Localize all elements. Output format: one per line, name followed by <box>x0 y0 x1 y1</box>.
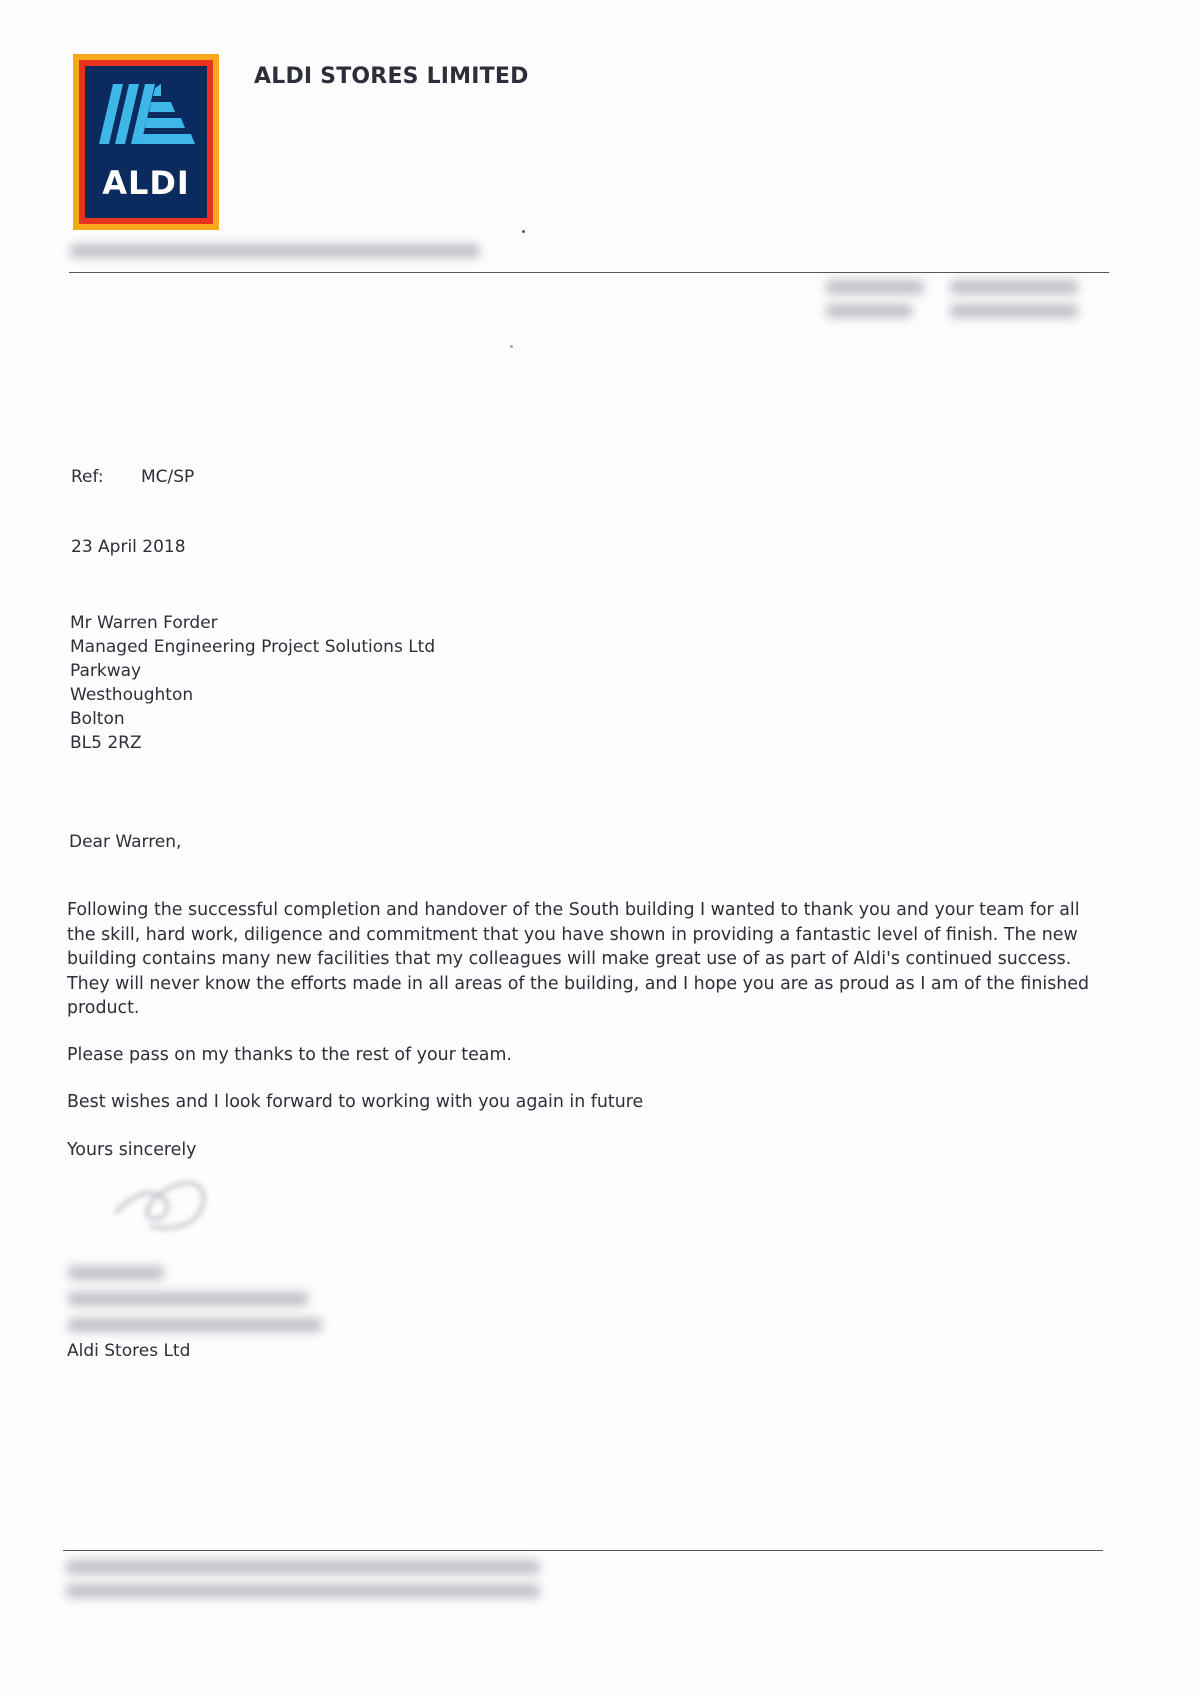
recipient-postcode: BL5 2RZ <box>70 733 142 753</box>
speck <box>522 230 525 233</box>
redacted-address <box>70 244 480 258</box>
letter-body <box>67 898 1097 1162</box>
company-name: ALDI STORES LIMITED <box>254 64 529 89</box>
redacted-signatory-title-2 <box>68 1318 322 1332</box>
body-paragraph-2: Please pass on my thanks to the rest of your team. <box>67 1044 512 1065</box>
recipient-name: Mr Warren Forder <box>70 613 218 633</box>
salutation: Dear Warren, <box>69 832 182 852</box>
redacted-contact-label-1 <box>826 280 924 294</box>
ref-label: Ref: <box>71 467 104 487</box>
aldi-stripes-icon <box>99 82 199 152</box>
aldi-logo <box>73 54 219 230</box>
body-paragraph-1: Following the successful completion and handover of the South building I wanted to thank you and your team for all the skill, hard work, diligence and commitment that you have shown in providing a fantastic level of finish. The new building contains many new facilities that my colleagues will make great use of as part of Aldi's continued success. They will never know the efforts made in all areas of the building, and I hope you are as proud as I am of the finished product. <box>67 900 1090 1018</box>
closing: Yours sincerely <box>67 1139 197 1160</box>
recipient-city: Bolton <box>70 709 125 729</box>
redacted-contact-label-2 <box>826 304 912 318</box>
header-rule <box>69 272 1109 273</box>
body-paragraph-3: Best wishes and I look forward to working with you again in future <box>67 1092 644 1112</box>
speck <box>510 345 513 348</box>
footer-rule <box>63 1550 1103 1551</box>
recipient-line2: Westhoughton <box>70 685 194 705</box>
redacted-footer-line-2 <box>66 1584 540 1598</box>
redacted-contact-value-1 <box>950 280 1078 294</box>
recipient-line1: Parkway <box>70 661 142 681</box>
redacted-footer-line-1 <box>66 1560 540 1574</box>
recipient-company: Managed Engineering Project Solutions Ltd <box>70 637 436 657</box>
redacted-signatory-title-1 <box>68 1292 308 1306</box>
ref-value: MC/SP <box>141 467 195 487</box>
recipient-address <box>70 611 435 755</box>
redacted-contact-value-2 <box>950 304 1078 318</box>
signatory-company: Aldi Stores Ltd <box>67 1341 191 1361</box>
letter-date: 23 April 2018 <box>71 537 186 557</box>
logo-wordmark: ALDI <box>102 164 190 202</box>
signature-mark <box>105 1168 215 1238</box>
redacted-signatory-name <box>68 1266 164 1280</box>
